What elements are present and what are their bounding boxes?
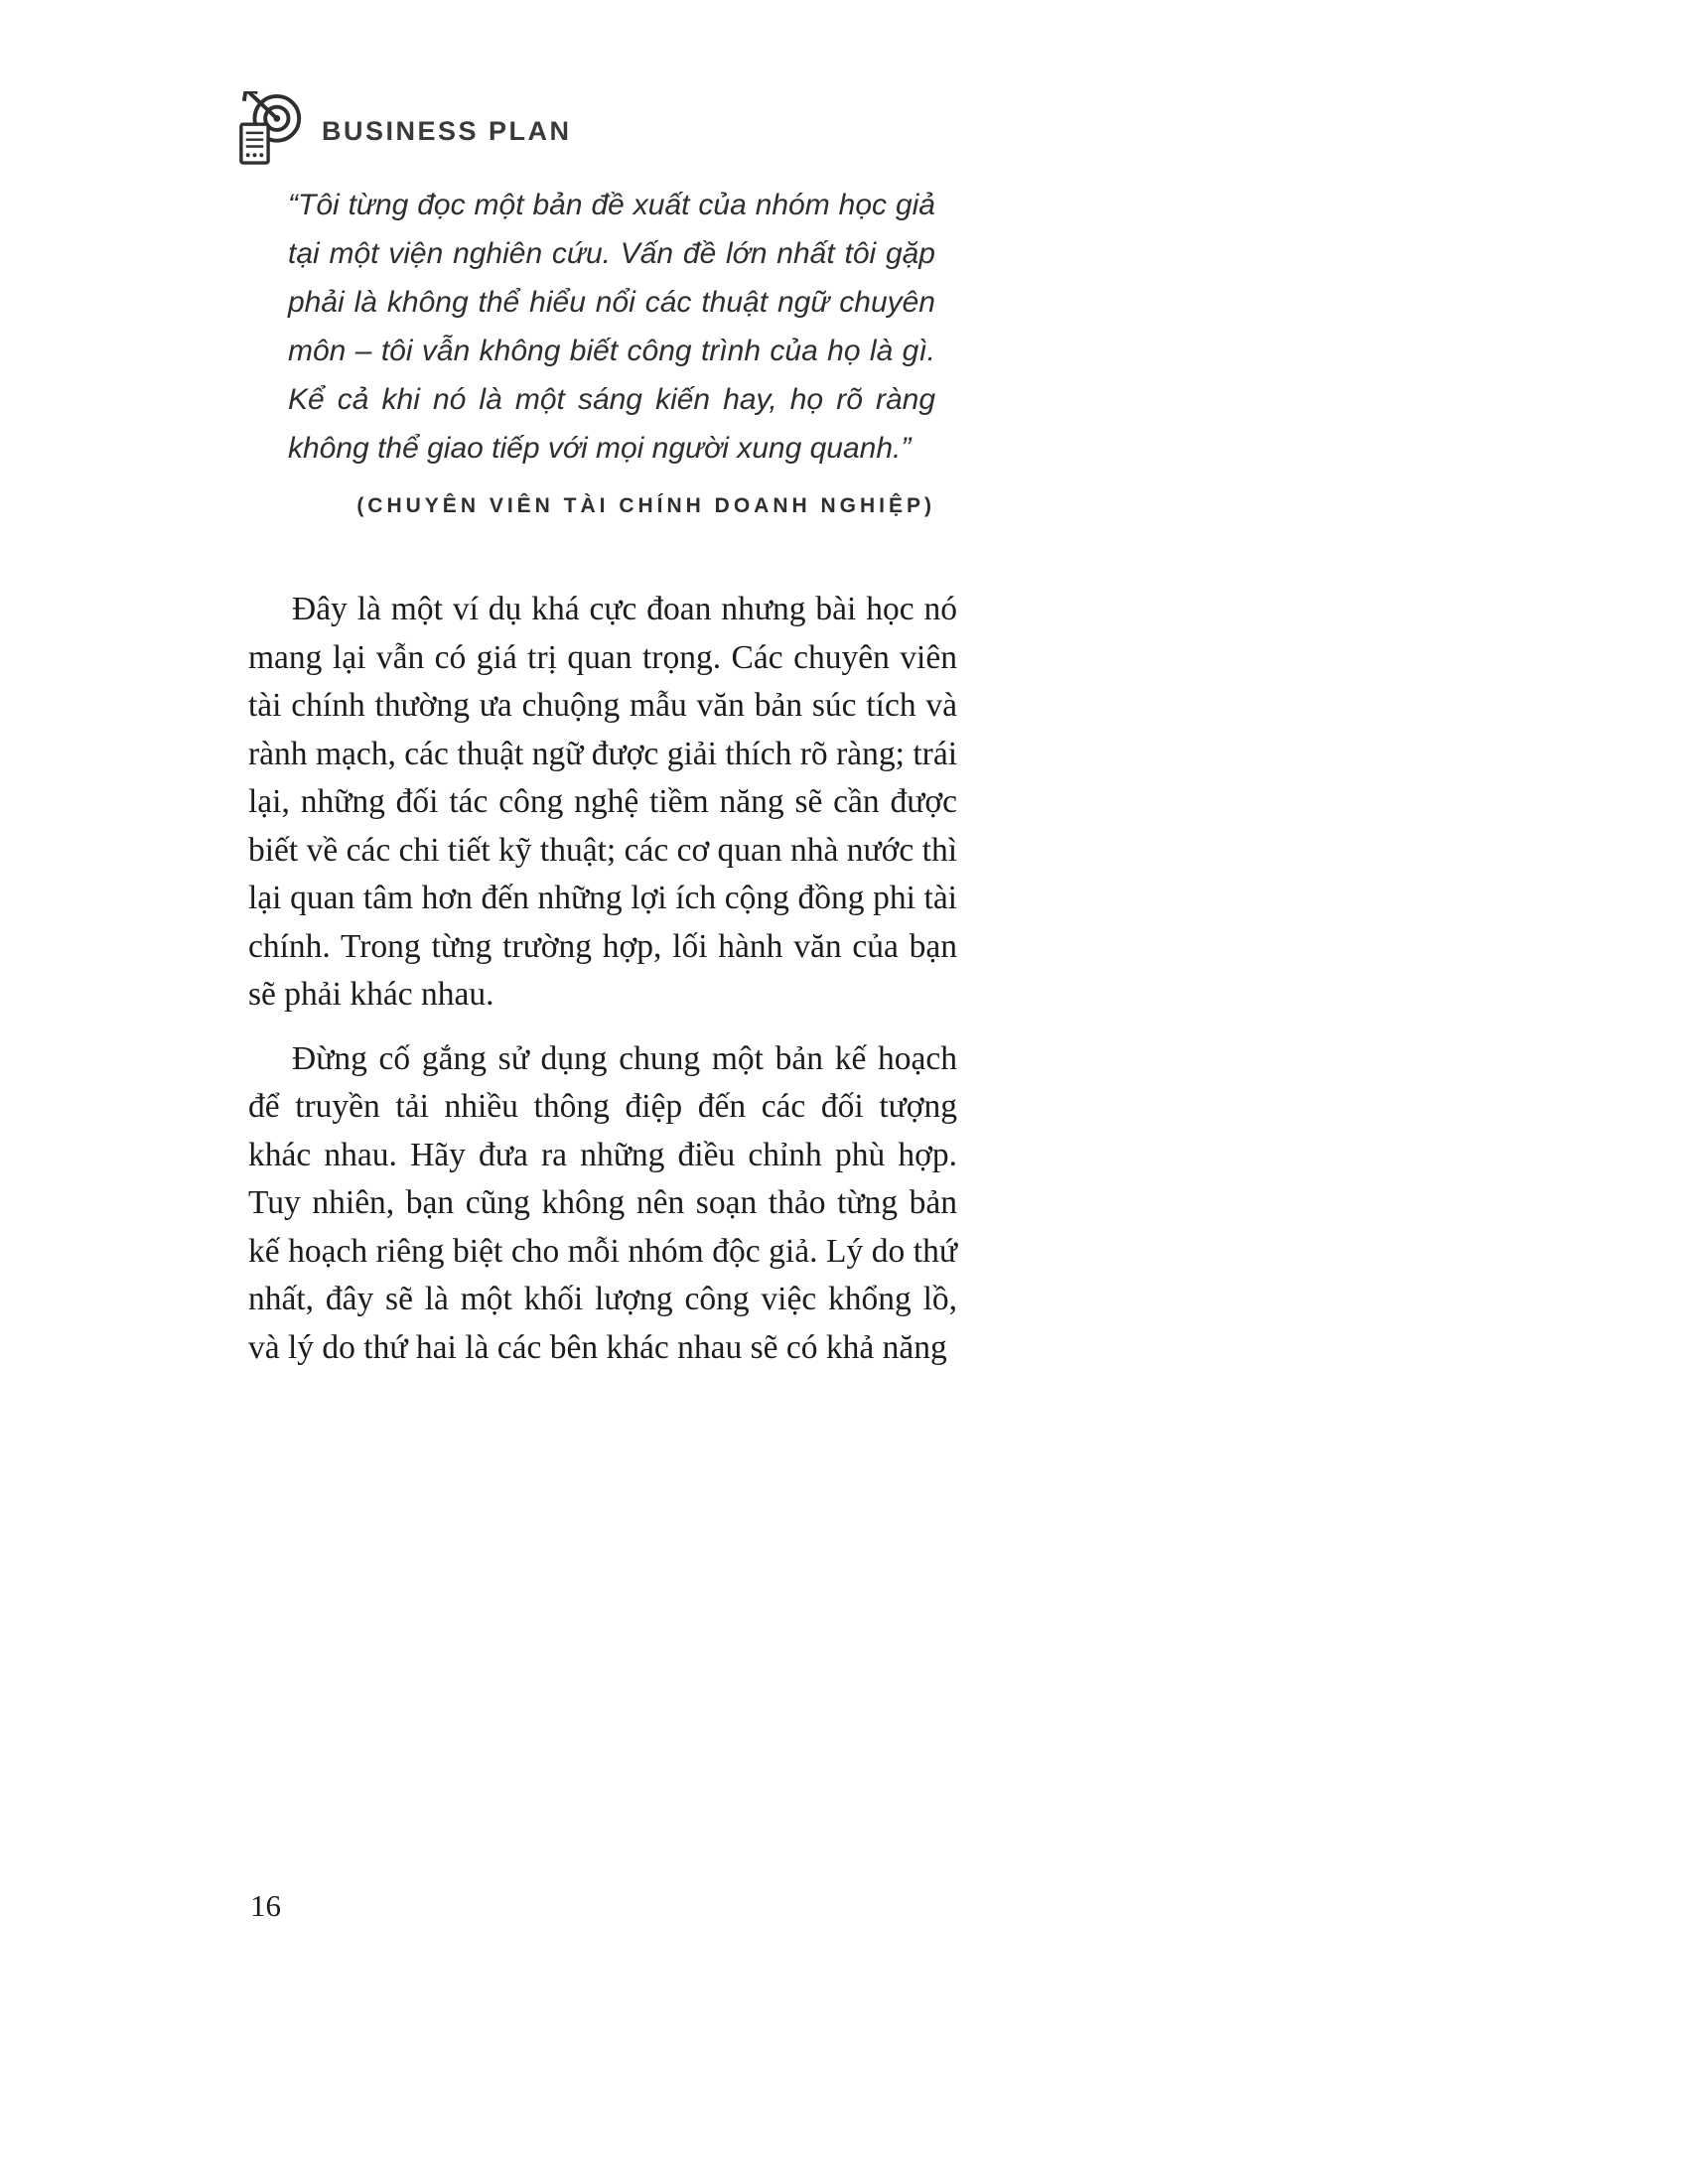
paragraph-1: Đây là một ví dụ khá cực đoan nhưng bài học nó mang lại vẫn có giá trị quan trọng. Các chuyên viên tài chính thường ưa chuộng mẫu văn bản súc tích và rành mạch, các thuật ngữ được giải thích rõ ràng; trái lại, những đối tác công nghệ tiềm năng sẽ cần được biết về các chi tiết kỹ thuật; các cơ quan nhà nước thì lại quan tâm hơn đến những lợi ích cộng đồng phi tài chính. Trong từng trường hợp, lối hành văn của bạn sẽ phải khác nhau. [248,591,958,1013]
target-document-icon [236,91,306,172]
series-title: BUSINESS PLAN [322,116,572,146]
page-number: 16 [250,1888,281,1923]
quote-attribution: (CHUYÊN VIÊN TÀI CHÍNH DOANH NGHIỆP) [356,494,935,517]
page-header [236,91,572,172]
paragraph-2: Đừng cố gắng sử dụng chung một bản kế hoạch để truyền tải nhiều thông điệp đến các đối tượng khác nhau. Hãy đưa ra những điều chỉnh phù hợp. Tuy nhiên, bạn cũng không nên soạn thảo từng bản kế hoạch riêng biệt cho mỗi nhóm độc giả. Lý do thứ nhất, đây sẽ là một khối lượng công việc khổng lồ, và lý do thứ hai là các bên khác nhau sẽ có khả năng [248,1039,957,1366]
pull-quote: “Tôi từng đọc một bản đề xuất của nhóm học giả tại một viện nghiên cứu. Vấn đề lớn nhất tôi gặp phải là không thể hiểu nổi các thuật ngữ chuyên môn – tôi vẫn không biết công trình của họ là gì. Kể cả khi nó là một sáng kiến hay, họ rõ ràng không thể giao tiếp với mọi người xung quanh.” [288,189,935,465]
body-text [248,586,957,1388]
